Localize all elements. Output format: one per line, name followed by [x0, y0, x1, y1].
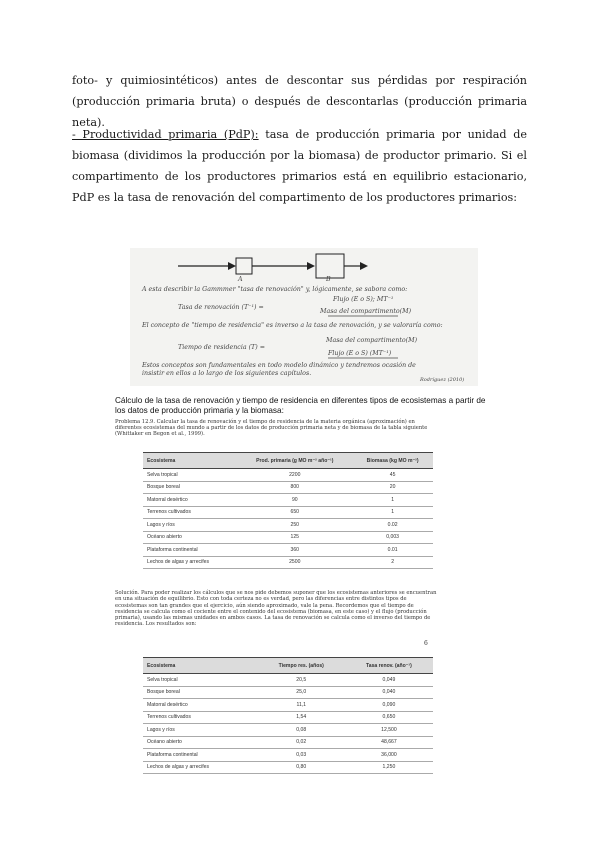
cell: Océano abierto — [143, 531, 237, 544]
cell: 1 — [352, 494, 433, 507]
cell: 1,250 — [345, 761, 433, 774]
cell: 250 — [237, 519, 352, 532]
label-b: B — [326, 276, 331, 283]
cell: Bosque boreal — [143, 481, 237, 494]
cell: 0,650 — [345, 711, 433, 724]
table-row — [143, 519, 433, 532]
cell: 20,5 — [258, 674, 345, 687]
pdp-term: - Productividad primaria (PdP): — [72, 128, 259, 141]
cell: 650 — [237, 506, 352, 519]
cell: 45 — [352, 469, 433, 482]
residence-concept: El concepto de "tiempo de residencia" es inverso a la tasa de renovación, y se valoraría como: — [142, 322, 443, 329]
cell: 0,003 — [352, 531, 433, 544]
cell: 0.01 — [352, 544, 433, 557]
table-row — [143, 531, 433, 544]
header-production: Prod. primaria (g MO m⁻² año⁻¹) — [237, 453, 352, 469]
cell: 2500 — [237, 556, 352, 569]
table-row — [143, 674, 433, 687]
renovation-numerator: Flujo (E o S); MT⁻¹ — [333, 296, 394, 303]
cell: 0,80 — [258, 761, 345, 774]
label-a: A — [238, 276, 243, 283]
cell: 360 — [237, 544, 352, 557]
pdp-definition: tasa de producción primaria por unidad de biomasa (dividimos la producción por la biomasa) de productor primario. Si el compartimento de los productores primarios está en equilibrio estacionario, PdP es la tasa de renovación del compartimento de los productores primarios: — [72, 128, 527, 204]
cell: Lechos de algas y arrecifes — [143, 556, 237, 569]
residence-denominator: Flujo (E o S) (MT⁻¹) — [328, 350, 392, 357]
table-row — [143, 544, 433, 557]
cell: 1,54 — [258, 711, 345, 724]
figure-note-1: Estos conceptos son fundamentales en todo modelo dinámico y tendremos ocasión de — [142, 362, 416, 369]
table-row — [143, 761, 433, 774]
cell: Terrenos cultivados — [143, 711, 258, 724]
cell: 0,02 — [258, 736, 345, 749]
cell: Océano abierto — [143, 736, 258, 749]
renovation-denominator: Masa del compartimento(M) — [320, 308, 412, 315]
cell: Matorral desértico — [143, 699, 258, 712]
table-row — [143, 724, 433, 737]
cell: Plataforma continental — [143, 749, 258, 762]
cell: 12,500 — [345, 724, 433, 737]
table-row — [143, 556, 433, 569]
cell: Bosque boreal — [143, 686, 258, 699]
header-ecosistema: Ecosistema — [143, 658, 258, 674]
table-header-row — [143, 453, 433, 469]
cell: Plataforma continental — [143, 544, 237, 557]
header-residence-time: Tiempo res. (años) — [258, 658, 345, 674]
table-row — [143, 506, 433, 519]
table-row — [143, 494, 433, 507]
residence-renewal-table — [143, 657, 433, 774]
residence-formula-label: Tiempo de residencia (T) = — [178, 344, 265, 351]
table-row — [143, 699, 433, 712]
cell: 48,667 — [345, 736, 433, 749]
cell: 25,0 — [258, 686, 345, 699]
cell: 2200 — [237, 469, 352, 482]
cell: 0,049 — [345, 674, 433, 687]
cell: 0,08 — [258, 724, 345, 737]
table-row — [143, 469, 433, 482]
cell: 0,090 — [345, 699, 433, 712]
solution-text: Solución. Para poder realizar los cálculos que se nos pide debemos suponer que los ecosistemas anteriores se encuentran en una situación de equilibrio. Esto con toda certeza no es verdad, pero las diferencias entre distintos tipos de ecosistemas son tan grandes que el ejercicio, aún siendo aproximado, vale la pena. Recordemos que el tiempo de residencia se calcula como el cociente entre el contenido del ecosistema (biomasa, en este caso) y el flujo (producción primaria), usando las mismas unidades en ambos casos. La tasa de renovación se calcula como el inverso del tiempo de residencia. Los resultados son: — [115, 590, 437, 628]
header-renewal-rate: Tasa renov. (año⁻¹) — [345, 658, 433, 674]
table-header-row — [143, 658, 433, 674]
cell: 0.02 — [352, 519, 433, 532]
cell: Selva tropical — [143, 674, 258, 687]
intro-text: foto- y quimiosintéticos) antes de descontar sus pérdidas por respiración (producción primaria bruta) o después de descontarlas (producción primaria neta). — [72, 74, 527, 129]
pdp-text — [72, 124, 527, 208]
residence-numerator: Masa del compartimento(M) — [326, 337, 418, 344]
cell: Selva tropical — [143, 469, 237, 482]
cell: Terrenos cultivados — [143, 506, 237, 519]
table-row — [143, 736, 433, 749]
cell: 1 — [352, 506, 433, 519]
cell: 800 — [237, 481, 352, 494]
header-ecosistema: Ecosistema — [143, 453, 237, 469]
cell: 0,03 — [258, 749, 345, 762]
table-row — [143, 686, 433, 699]
problem-statement: Problema 12.9. Calcular la tasa de renovación y el tiempo de residencia de la materia orgánica (aproximación) en diferentes ecosistemas del mundo a partir de los datos de producción primaria neta y de biomasa de la tabla siguiente (Whittaker en Begon et al., 1999). — [115, 419, 428, 438]
cell: Lagos y ríos — [143, 519, 237, 532]
production-biomass-table — [143, 452, 433, 569]
cell: 90 — [237, 494, 352, 507]
pdp-paragraph — [72, 124, 527, 208]
cell: 11,1 — [258, 699, 345, 712]
renovation-formula-label: Tasa de renovación (T⁻¹) = — [178, 304, 264, 311]
figure-note-2: insistir en ellos a lo largo de los siguientes capítulos. — [142, 370, 312, 377]
table-caption: Cálculo de la tasa de renovación y tiempo de residencia en diferentes tipos de ecosistemas a partir de los datos de producción primaria y la biomasa: — [115, 396, 486, 415]
cell: Lechos de algas y arrecifes — [143, 761, 258, 774]
header-biomass: Biomasa (kg MO m⁻²) — [352, 453, 433, 469]
cell: Lagos y ríos — [143, 724, 258, 737]
figure-description: A esta describir la Gammmer "tasa de renovación" y, lógicamente, se sabora como: — [142, 286, 408, 293]
cell: 20 — [352, 481, 433, 494]
cell: 2 — [352, 556, 433, 569]
cell: 36,000 — [345, 749, 433, 762]
table-row — [143, 711, 433, 724]
cell: Matorral desértico — [143, 494, 237, 507]
renovation-figure — [130, 248, 478, 386]
table-row — [143, 749, 433, 762]
figure-source: Rodríguez (2010) — [420, 377, 465, 383]
cell: 0,040 — [345, 686, 433, 699]
page-number: 6 — [424, 640, 428, 647]
table-row — [143, 481, 433, 494]
cell: 125 — [237, 531, 352, 544]
